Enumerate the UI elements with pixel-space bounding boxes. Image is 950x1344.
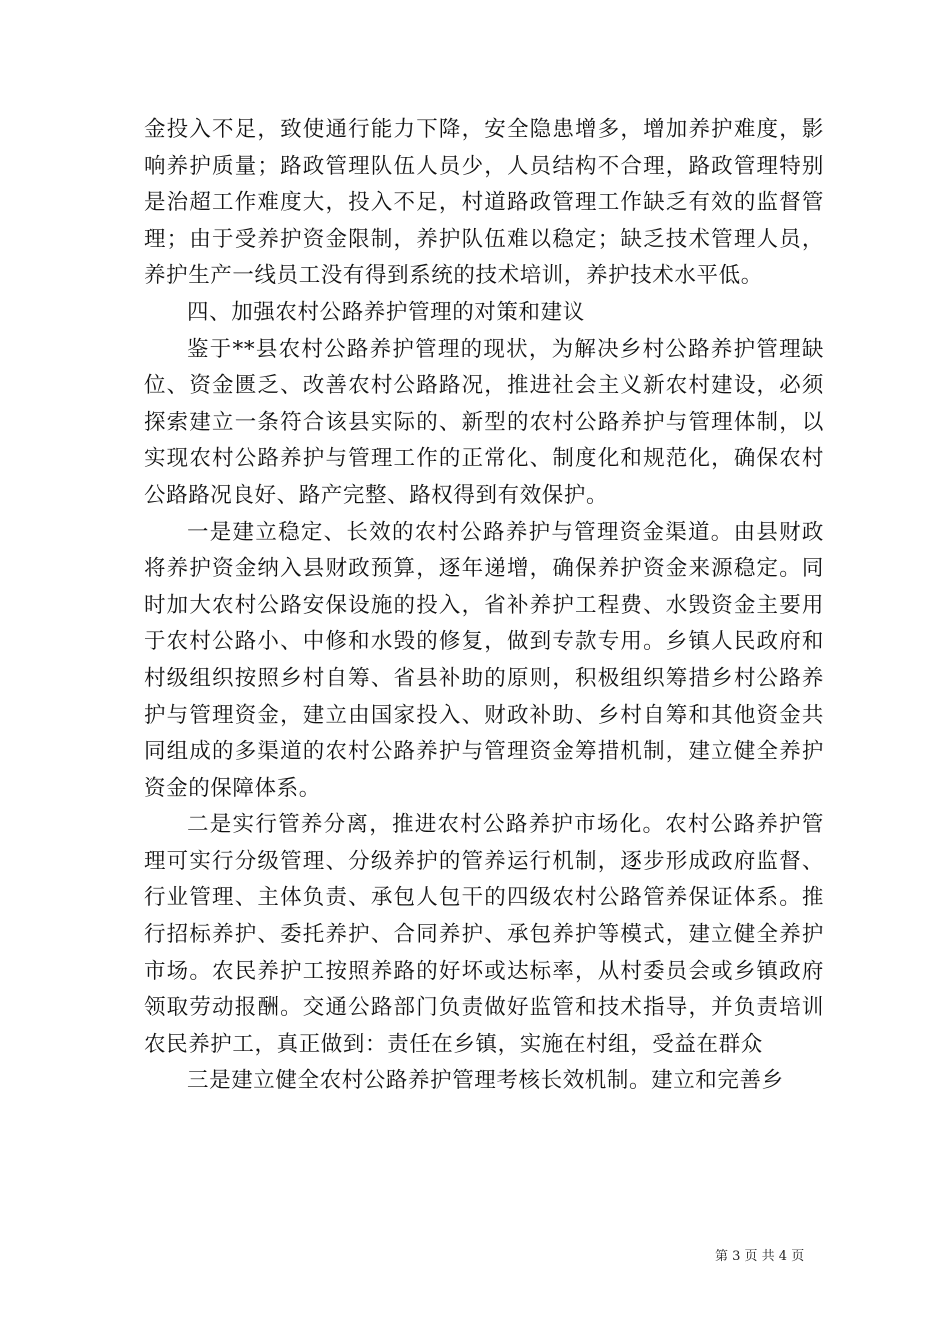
paragraph-measure-1: 一是建立稳定、长效的农村公路养护与管理资金渠道。由县财政将养护资金纳入县财政预算，逐年递增，确保养护资金来源稳定。同时加大农村公路安保设施的投入，省补养护工程费、水毁资金主要用于农村公路小、中修和水毁的修复，做到专款专用。乡镇人民政府和村级组织按照乡村自筹、省县补助的原则，积极组织筹措乡村公路养护与管理资金，建立由国家投入、财政补助、乡村自筹和其他资金共同组成的多渠道的农村公路养护与管理资金筹措机制，建立健全养护资金的保障体系。	[144, 519, 824, 801]
paragraph-measure-3: 三是建立健全农村公路养护管理考核长效机制。建立和完善乡	[187, 1068, 784, 1094]
page-number: 第 3 页 共 4 页	[715, 1249, 805, 1264]
paragraph-intro: 鉴于**县农村公路养护管理的现状，为解决乡村公路养护管理缺位、资金匮乏、改善农村公路路况，推进社会主义新农村建设，必须探索建立一条符合该县实际的、新型的农村公路养护与管理体制，以实现农村公路养护与管理工作的正常化、制度化和规范化，确保农村公路路况良好、路产完整、路权得到有效保护。	[144, 336, 824, 508]
paragraph-continuation: 金投入不足，致使通行能力下降，安全隐患增多，增加养护难度，影响养护质量；路政管理队伍人员少，人员结构不合理，路政管理特别是治超工作难度大，投入不足，村道路政管理工作缺乏有效的监督管理；由于受养护资金限制，养护队伍难以稳定；缺乏技术管理人员，养护生产一线员工没有得到系统的技术培训，养护技术水平低。	[144, 117, 824, 289]
section-heading-4: 四、加强农村公路养护管理的对策和建议	[187, 299, 585, 325]
document-body	[144, 112, 824, 1100]
paragraph-measure-2: 二是实行管养分离，推进农村公路养护市场化。农村公路养护管理可实行分级管理、分级养护的管养运行机制，逐步形成政府监督、行业管理、主体负责、承包人包干的四级农村公路管养保证体系。推行招标养护、委托养护、合同养护、承包养护等模式，建立健全养护市场。农民养护工按照养路的好坏或达标率，从村委员会或乡镇政府领取劳动报酬。交通公路部门负责做好监管和技术指导，并负责培训农民养护工，真正做到：责任在乡镇，实施在村组，受益在群众	[144, 812, 824, 1057]
